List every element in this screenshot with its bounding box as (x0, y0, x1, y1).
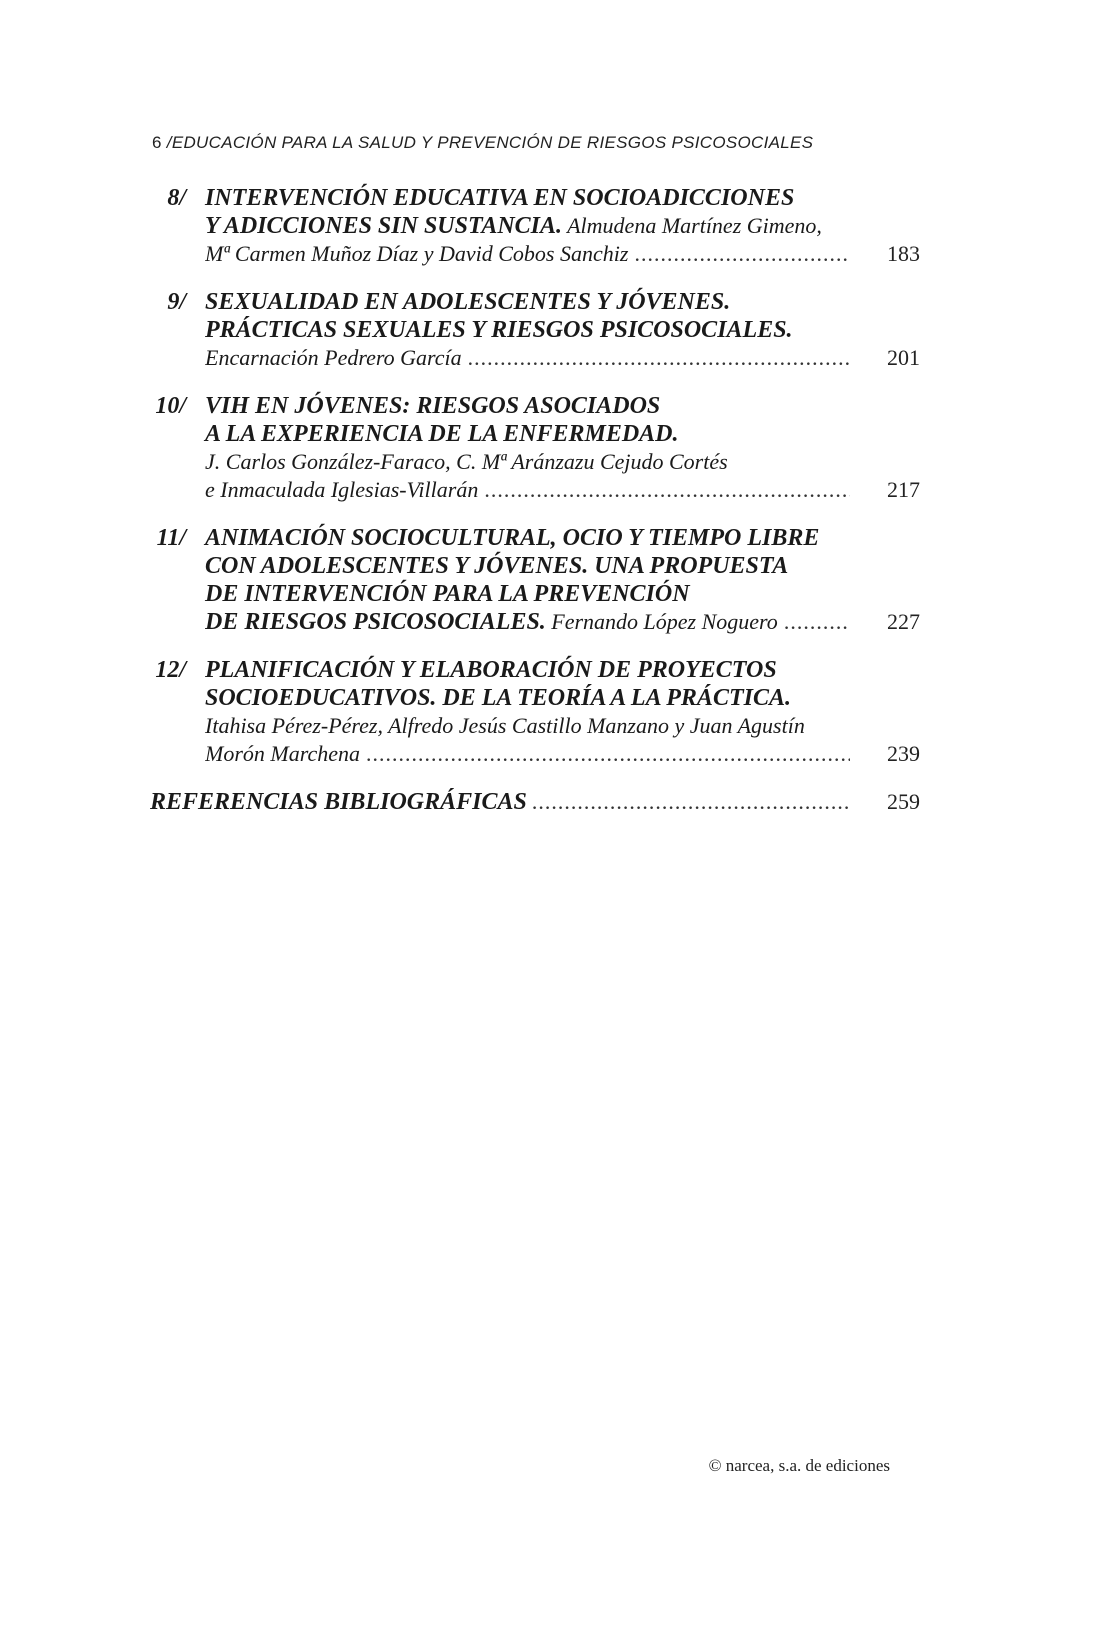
toc-entry-line (205, 240, 850, 268)
toc-page-number: 201 (887, 345, 920, 370)
chapter-body (205, 288, 920, 372)
references-label: REFERENCIAS BIBLIOGRÁFICAS (150, 789, 527, 815)
header-page-number: 6 (152, 133, 162, 152)
toc-entry-line (205, 684, 850, 712)
toc-entry-line (205, 212, 850, 240)
running-head (152, 133, 912, 153)
table-of-contents (150, 184, 920, 816)
toc-entry-line (205, 344, 850, 372)
toc-entry-line (205, 448, 850, 476)
toc-entry-line (205, 656, 850, 684)
chapter-body (205, 656, 920, 768)
toc-entry-line (205, 712, 850, 740)
chapter-title: SEXUALIDAD EN ADOLESCENTES Y JÓVENES. (205, 289, 731, 315)
toc-entry[interactable] (150, 656, 920, 768)
toc-entry-line (205, 552, 850, 580)
chapter-authors: e Inmaculada Iglesias-Villarán (205, 477, 479, 502)
chapter-number: 10/ (155, 393, 186, 419)
toc-entry-line (205, 608, 850, 636)
chapter-authors: Morón Marchena (205, 741, 360, 766)
chapter-title: SOCIOEDUCATIVOS. DE LA TEORÍA A LA PRÁCTICA. (205, 685, 791, 711)
toc-entry-line (205, 524, 850, 552)
chapter-authors: Encarnación Pedrero García (205, 345, 462, 370)
chapter-title: DE INTERVENCIÓN PARA LA PREVENCIÓN (205, 581, 690, 607)
toc-entry[interactable] (150, 184, 920, 268)
toc-entry[interactable] (150, 524, 920, 636)
chapter-title: DE RIESGOS PSICOSOCIALES. (205, 609, 546, 635)
toc-entry-line (205, 392, 850, 420)
chapter-number: 8/ (167, 185, 186, 211)
toc-entry-line (205, 740, 850, 768)
toc-page-number: 217 (887, 477, 920, 502)
toc-entry-line (205, 476, 850, 504)
toc-entry-line (205, 288, 850, 316)
copyright-footer: © narcea, s.a. de ediciones (708, 1456, 890, 1475)
header-book-title: /EDUCACIÓN PARA LA SALUD Y PREVENCIÓN DE RIESGOS PSICOSOCIALES (166, 133, 814, 152)
chapter-body (205, 392, 920, 504)
chapter-title: INTERVENCIÓN EDUCATIVA EN SOCIOADICCIONES (205, 185, 795, 211)
toc-page-number: 259 (887, 789, 920, 814)
chapter-authors: Mª Carmen Muñoz Díaz y David Cobos Sanchiz (205, 241, 629, 266)
chapter-authors: J. Carlos González-Faraco, C. Mª Aránzazu Cejudo Cortés (205, 449, 728, 474)
chapter-title: Y ADICCIONES SIN SUSTANCIA. (205, 213, 563, 239)
chapter-authors: Fernando López Noguero (545, 609, 778, 634)
toc-entry[interactable] (150, 288, 920, 372)
chapter-title: CON ADOLESCENTES Y JÓVENES. UNA PROPUESTA (205, 553, 789, 579)
chapter-authors: Itahisa Pérez-Pérez, Alfredo Jesús Castillo Manzano y Juan Agustín (205, 713, 805, 738)
chapter-body (205, 184, 920, 268)
toc-entry-line (205, 420, 850, 448)
chapter-title: PLANIFICACIÓN Y ELABORACIÓN DE PROYECTOS (205, 657, 777, 683)
toc-entry-line (205, 580, 850, 608)
toc-entry-references[interactable] (150, 788, 920, 816)
chapter-number: 9/ (167, 289, 186, 315)
chapter-authors: Almudena Martínez Gimeno, (562, 213, 822, 238)
toc-entry-line (150, 788, 850, 816)
chapter-title: PRÁCTICAS SEXUALES Y RIESGOS PSICOSOCIALES. (205, 317, 793, 343)
chapter-title: ANIMACIÓN SOCIOCULTURAL, OCIO Y TIEMPO LIBRE (205, 525, 820, 551)
chapter-title: A LA EXPERIENCIA DE LA ENFERMEDAD. (205, 421, 679, 447)
toc-entry-line (205, 184, 850, 212)
toc-entry[interactable] (150, 392, 920, 504)
chapter-number: 12/ (155, 657, 186, 683)
toc-page-number: 239 (887, 741, 920, 766)
chapter-title: VIH EN JÓVENES: RIESGOS ASOCIADOS (205, 393, 661, 419)
chapter-number: 11/ (156, 525, 186, 551)
toc-entry-line (205, 316, 850, 344)
chapter-body (205, 524, 920, 636)
toc-page-number: 227 (887, 609, 920, 634)
toc-page-number: 183 (887, 241, 920, 266)
